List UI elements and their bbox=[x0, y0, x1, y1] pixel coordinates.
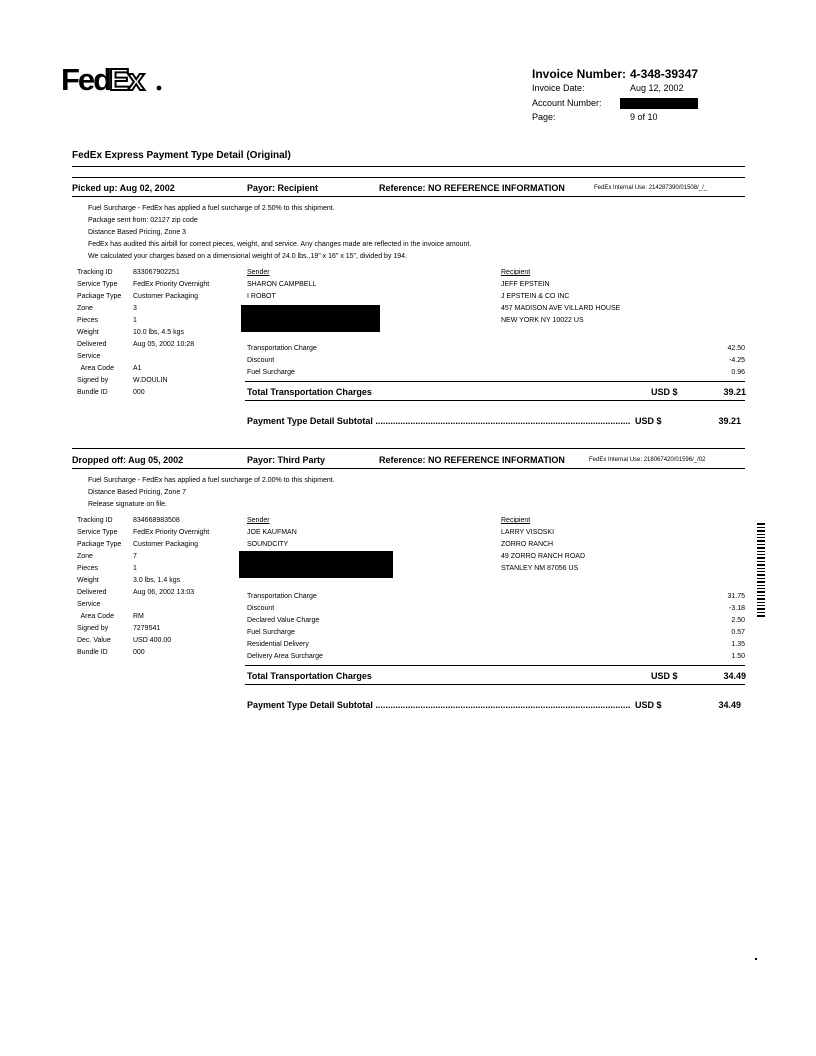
detail-value: 1 bbox=[133, 565, 137, 572]
charge-label: Fuel Surcharge bbox=[247, 629, 295, 636]
total-amount: 39.21 bbox=[723, 387, 746, 397]
detail-label: Zone bbox=[77, 305, 93, 312]
charge-amount: 2.50 bbox=[731, 617, 745, 624]
detail-value: 833067902251 bbox=[133, 269, 180, 276]
redaction-block bbox=[241, 305, 380, 332]
internal-use: FedEx Internal Use: 218067420/01596/_/02 bbox=[589, 457, 706, 463]
charge-label: Fuel Surcharge bbox=[247, 369, 295, 376]
detail-label: Area Code bbox=[77, 613, 114, 620]
recipient-line: ZORRO RANCH bbox=[501, 541, 554, 548]
detail-label: Weight bbox=[77, 329, 99, 336]
barcode-icon bbox=[757, 523, 765, 617]
shipment-note: We calculated your charges based on a dimensional weight of 24.0 lbs.,19" x 16" x 15", divided by 194. bbox=[88, 253, 408, 260]
invoice-date-label: Invoice Date: bbox=[532, 83, 585, 93]
shipment-event: Picked up: Aug 02, 2002 bbox=[72, 183, 175, 193]
detail-label: Delivered bbox=[77, 589, 107, 596]
sender-line: SHARON CAMPBELL bbox=[247, 281, 317, 288]
detail-label: Area Code bbox=[77, 365, 114, 372]
recipient-line: JEFF EPSTEIN bbox=[501, 281, 550, 288]
detail-label: Signed by bbox=[77, 625, 109, 632]
svg-text:Ex: Ex bbox=[109, 62, 143, 94]
detail-label: Tracking ID bbox=[77, 517, 113, 524]
detail-label: Package Type bbox=[77, 293, 122, 300]
detail-value: 000 bbox=[133, 649, 145, 656]
detail-value: 3.0 lbs, 1.4 kgs bbox=[133, 577, 181, 584]
total-currency: USD $ bbox=[651, 387, 678, 397]
detail-value: RM bbox=[133, 613, 144, 620]
charge-amount: 0.57 bbox=[731, 629, 745, 636]
charge-amount: 0.96 bbox=[731, 369, 745, 376]
shipment-event: Dropped off: Aug 05, 2002 bbox=[72, 455, 184, 465]
divider bbox=[245, 400, 745, 401]
detail-label: Pieces bbox=[77, 565, 99, 572]
redaction-block bbox=[239, 551, 393, 578]
invoice-number: 4-348-39347 bbox=[630, 67, 699, 81]
recipient-label: Recipient bbox=[501, 269, 531, 276]
charge-amount: 42.50 bbox=[727, 345, 745, 352]
detail-label: Service Type bbox=[77, 529, 118, 536]
charge-amount: -3.18 bbox=[729, 605, 745, 612]
page-number: 9 of 10 bbox=[630, 112, 658, 122]
shipment-note: Distance Based Pricing, Zone 7 bbox=[88, 489, 187, 496]
detail-label: Signed by bbox=[77, 377, 109, 384]
detail-label: Weight bbox=[77, 577, 99, 584]
detail-label: Bundle ID bbox=[77, 389, 108, 396]
page-label: Page: bbox=[532, 112, 556, 122]
page-title: FedEx Express Payment Type Detail (Original) bbox=[72, 150, 291, 161]
detail-label: Pieces bbox=[77, 317, 99, 324]
divider bbox=[72, 196, 745, 197]
detail-value: FedEx Priority Overnight bbox=[133, 529, 210, 536]
subtotal-amount: 34.49 bbox=[718, 700, 741, 710]
invoice-number-label: Invoice Number: bbox=[532, 67, 627, 81]
recipient-line: J EPSTEIN & CO INC bbox=[501, 293, 570, 300]
total-label: Total Transportation Charges bbox=[247, 387, 372, 397]
shipment-note: Release signature on file. bbox=[88, 501, 167, 508]
charge-label: Discount bbox=[247, 357, 275, 364]
detail-value: 1 bbox=[133, 317, 137, 324]
shipment-note: Fuel Surcharge - FedEx has applied a fuel surcharge of 2.00% to this shipment. bbox=[88, 477, 335, 484]
shipment-note: Package sent from: 02127 zip code bbox=[88, 217, 198, 224]
detail-label: Bundle ID bbox=[77, 649, 108, 656]
recipient-line: LARRY VISOSKI bbox=[501, 529, 555, 536]
detail-value: Aug 06, 2002 13:03 bbox=[133, 589, 195, 596]
shipment-payor: Payor: Recipient bbox=[247, 183, 319, 193]
detail-value: FedEx Priority Overnight bbox=[133, 281, 210, 288]
detail-label: Delivered bbox=[77, 341, 107, 348]
charge-amount: 1.50 bbox=[731, 653, 745, 660]
charge-label: Transportation Charge bbox=[247, 345, 317, 352]
detail-value: A1 bbox=[133, 365, 142, 372]
detail-label: Zone bbox=[77, 553, 93, 560]
shipment-note: Distance Based Pricing, Zone 3 bbox=[88, 229, 187, 236]
subtotal-label: Payment Type Detail Subtotal ...................................................................................................... bbox=[247, 700, 631, 710]
recipient-line: STANLEY NM 87056 US bbox=[501, 565, 579, 572]
subtotal-amount: 39.21 bbox=[718, 416, 741, 426]
detail-value: 000 bbox=[133, 389, 145, 396]
sender-line: I ROBOT bbox=[247, 293, 276, 300]
charge-amount: 31.75 bbox=[727, 593, 745, 600]
sender-line: SOUNDCITY bbox=[247, 541, 289, 548]
detail-value: Customer Packaging bbox=[133, 541, 198, 548]
shipment-reference: Reference: NO REFERENCE INFORMATION bbox=[379, 455, 565, 465]
divider bbox=[72, 166, 745, 167]
detail-label: Dec. Value bbox=[77, 637, 111, 644]
shipment-note: Fuel Surcharge - FedEx has applied a fuel surcharge of 2.50% to this shipment. bbox=[88, 205, 335, 212]
detail-value: W.DOULIN bbox=[133, 377, 168, 384]
divider bbox=[72, 177, 745, 178]
fedex-logo bbox=[61, 62, 165, 94]
charge-amount: 1.35 bbox=[731, 641, 745, 648]
account-number-label: Account Number: bbox=[532, 98, 602, 108]
detail-value: 3 bbox=[133, 305, 137, 312]
charge-label: Delivery Area Surcharge bbox=[247, 653, 323, 660]
detail-value: 834668983508 bbox=[133, 517, 180, 524]
detail-value: Aug 05, 2002 10:28 bbox=[133, 341, 195, 348]
subtotal-currency: USD $ bbox=[635, 700, 662, 710]
detail-label: Service bbox=[77, 353, 101, 360]
sender-label: Sender bbox=[247, 269, 270, 276]
detail-value: 7 bbox=[133, 553, 137, 560]
sender-label: Sender bbox=[247, 517, 270, 524]
total-label: Total Transportation Charges bbox=[247, 671, 372, 681]
detail-value: USD 400.00 bbox=[133, 637, 172, 644]
shipment-payor: Payor: Third Party bbox=[247, 455, 326, 465]
charge-label: Residential Delivery bbox=[247, 641, 309, 648]
detail-label: Package Type bbox=[77, 541, 122, 548]
shipment-note: FedEx has audited this airbill for correct pieces, weight, and service. Any changes made are reflected in the invoice amount. bbox=[88, 241, 472, 248]
recipient-label: Recipient bbox=[501, 517, 531, 524]
subtotal-label: Payment Type Detail Subtotal ...................................................................................................... bbox=[247, 416, 631, 426]
charge-label: Discount bbox=[247, 605, 275, 612]
detail-label: Service Type bbox=[77, 281, 118, 288]
recipient-line: 457 MADISON AVE VILLARD HOUSE bbox=[501, 305, 621, 312]
charge-label: Transportation Charge bbox=[247, 593, 317, 600]
divider bbox=[245, 381, 745, 382]
divider bbox=[245, 684, 745, 685]
scan-mark bbox=[755, 958, 757, 960]
detail-label: Tracking ID bbox=[77, 269, 113, 276]
internal-use: FedEx Internal Use: 214287390/01508/_/_ bbox=[594, 185, 708, 191]
sender-line: JOE KAUFMAN bbox=[247, 529, 297, 536]
invoice-date: Aug 12, 2002 bbox=[630, 83, 684, 93]
detail-value: 10.0 lbs, 4.5 kgs bbox=[133, 329, 184, 336]
divider bbox=[245, 665, 745, 666]
divider bbox=[72, 468, 745, 469]
svg-text:Fed: Fed bbox=[61, 62, 111, 94]
shipment-reference: Reference: NO REFERENCE INFORMATION bbox=[379, 183, 565, 193]
divider bbox=[72, 448, 745, 449]
recipient-line: NEW YORK NY 10022 US bbox=[501, 317, 584, 324]
recipient-line: 49 ZORRO RANCH ROAD bbox=[501, 553, 586, 560]
charge-label: Declared Value Charge bbox=[247, 617, 320, 624]
detail-label: Service bbox=[77, 601, 101, 608]
subtotal-currency: USD $ bbox=[635, 416, 662, 426]
redaction-block bbox=[620, 98, 698, 109]
total-amount: 34.49 bbox=[723, 671, 746, 681]
detail-value: 7279541 bbox=[133, 625, 161, 632]
charge-amount: -4.25 bbox=[729, 357, 745, 364]
total-currency: USD $ bbox=[651, 671, 678, 681]
detail-value: Customer Packaging bbox=[133, 293, 198, 300]
